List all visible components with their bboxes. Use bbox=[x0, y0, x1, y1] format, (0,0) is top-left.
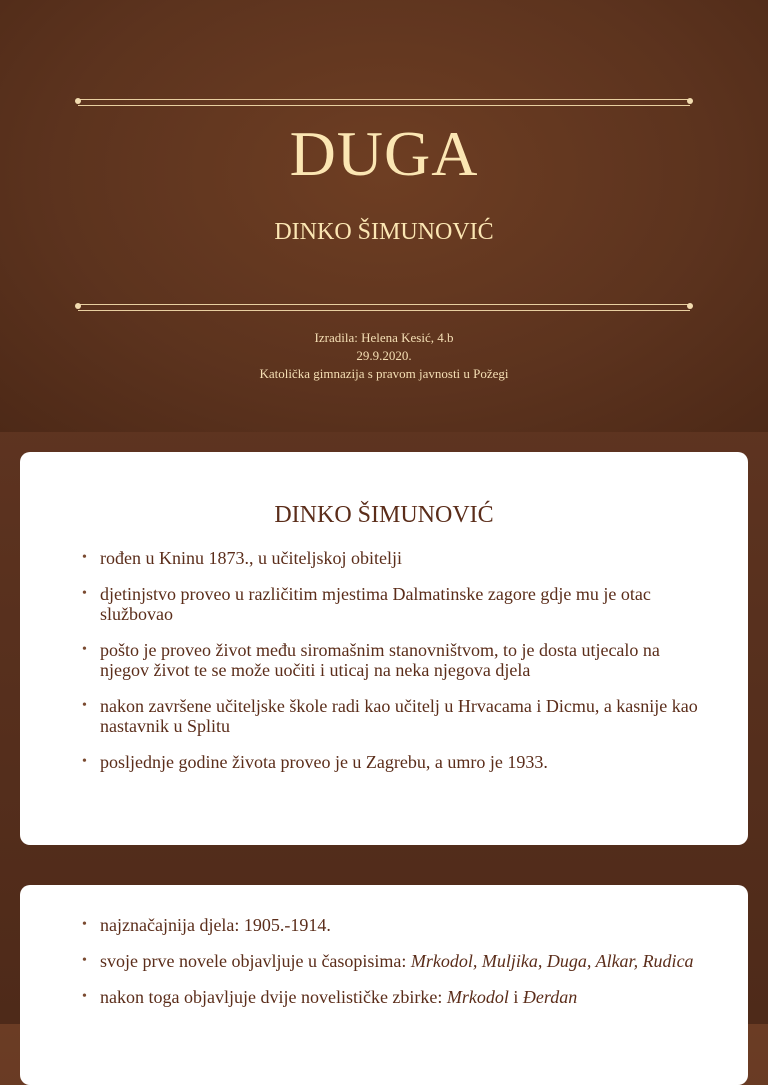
credits bbox=[0, 329, 768, 383]
list-item bbox=[82, 951, 702, 971]
bullet-italic-text: Mrkodol bbox=[446, 987, 509, 1007]
bullet-list bbox=[82, 915, 702, 1023]
bullet-italic-text: Đerdan bbox=[522, 987, 578, 1007]
list-item bbox=[82, 752, 702, 772]
slide-works[interactable] bbox=[20, 885, 748, 1085]
bullet-text: svoje prve novele objavljuje u časopisima: bbox=[100, 951, 411, 971]
bullet-icon: • bbox=[82, 989, 87, 1004]
list-item bbox=[82, 696, 702, 736]
bullet-text: djetinjstvo proveo u različitim mjestima Dalmatinske zagore gdje mu je otac službovao bbox=[100, 584, 651, 624]
title-slide bbox=[0, 0, 768, 432]
bullet-italic-text: Mrkodol, Muljika, Duga, Alkar, Rudica bbox=[410, 951, 694, 971]
bullet-icon: • bbox=[82, 642, 87, 657]
bullet-text: i bbox=[508, 987, 523, 1007]
bottom-decorative-rule bbox=[78, 304, 690, 311]
bullet-icon: • bbox=[82, 550, 87, 565]
bullet-icon: • bbox=[82, 586, 87, 601]
bullet-text: najznačajnija djela: 1905.-1914. bbox=[100, 915, 331, 935]
credits-date: 29.9.2020. bbox=[356, 348, 412, 363]
list-item bbox=[82, 640, 702, 680]
credits-school: Katolička gimnazija s pravom javnosti u Požegi bbox=[259, 366, 509, 381]
list-item bbox=[82, 584, 702, 624]
bullet-icon: • bbox=[82, 698, 87, 713]
bullet-icon: • bbox=[82, 754, 87, 769]
slide-title: DINKO ŠIMUNOVIĆ bbox=[274, 502, 494, 528]
bullet-text: posljednje godine života proveo je u Zagrebu, a umro je 1933. bbox=[100, 752, 548, 772]
list-item bbox=[82, 987, 702, 1007]
bullet-text: rođen u Kninu 1873., u učiteljskoj obitelji bbox=[100, 548, 402, 568]
top-decorative-rule bbox=[78, 99, 690, 106]
list-item bbox=[82, 915, 702, 935]
slide-biography[interactable] bbox=[20, 452, 748, 845]
list-item bbox=[82, 548, 702, 568]
bullet-list bbox=[82, 548, 702, 788]
credits-author: Izradila: Helena Kesić, 4.b bbox=[314, 330, 454, 345]
presentation-subtitle: DINKO ŠIMUNOVIĆ bbox=[274, 219, 494, 245]
bullet-icon: • bbox=[82, 953, 87, 968]
bullet-text: pošto je proveo život među siromašnim stanovništvom, to je dosta utjecalo na njegov život te se može uočiti i uticaj na neka njegova djela bbox=[100, 640, 660, 680]
bullet-text: nakon završene učiteljske škole radi kao učitelj u Hrvacama i Dicmu, a kasnije kao nastavnik u Splitu bbox=[100, 696, 698, 736]
bullet-text: nakon toga objavljuje dvije novelističke zbirke: bbox=[100, 987, 447, 1007]
bullet-icon: • bbox=[82, 917, 87, 932]
presentation-title: DUGA bbox=[289, 118, 479, 189]
